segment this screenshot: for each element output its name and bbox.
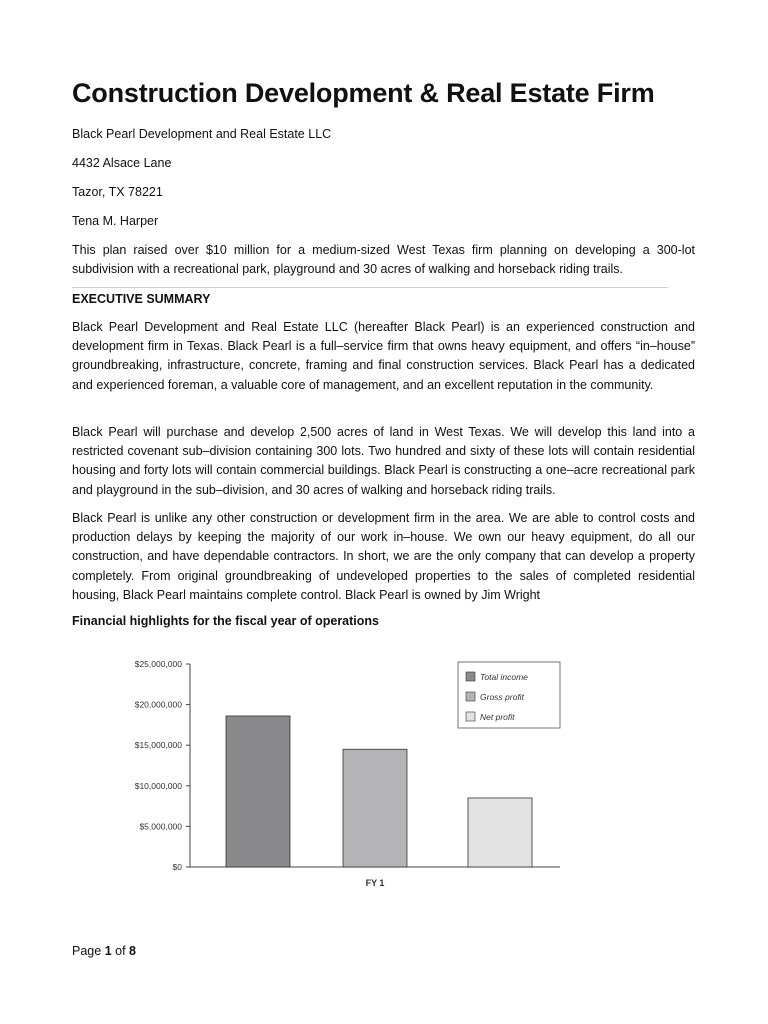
page-footer <box>72 944 136 958</box>
page-title: Construction Development & Real Estate Firm <box>72 78 655 108</box>
of-word: of <box>115 944 126 958</box>
address-line-2: Tazor, TX 78221 <box>72 185 163 199</box>
legend-swatch <box>466 712 475 721</box>
company-name: Black Pearl Development and Real Estate LLC <box>72 127 332 141</box>
financial-highlights-heading: Financial highlights for the fiscal year of operations <box>72 614 379 628</box>
bar-gross-profit <box>343 749 407 867</box>
y-tick-label: $5,000,000 <box>139 821 182 832</box>
y-tick-label: $20,000,000 <box>134 699 182 710</box>
financial-bar-chart <box>100 652 580 892</box>
legend-swatch <box>466 672 475 681</box>
summary-paragraph-1: Black Pearl Development and Real Estate LLC (hereafter Black Pearl) is an experienced construction and development firm in Texas. Black Pearl is a full–service firm that owns heavy equipment, and offers “in–house” groundbreaking, infrastructure, concrete, framing and final construction services. Black Pearl has a dedicated and experienced foreman, a valuable core of management, and an excellent reputation in the community. <box>72 320 695 392</box>
page-word: Page <box>72 944 102 958</box>
section-divider <box>72 287 668 288</box>
y-tick-label: $10,000,000 <box>134 780 182 791</box>
y-tick-label: $0 <box>172 862 182 872</box>
legend-label: Gross profit <box>480 692 524 702</box>
executive-summary-heading: EXECUTIVE SUMMARY <box>72 292 211 306</box>
legend-label: Total income <box>480 672 528 682</box>
bar-net-profit <box>468 798 532 867</box>
y-tick-label: $25,000,000 <box>134 659 182 669</box>
legend-swatch <box>466 692 475 701</box>
summary-paragraph-3: Black Pearl is unlike any other construction or development firm in the area. We are able to control costs and production delays by keeping the majority of our work in–house. We own our heavy equipment, do all our construction, and have dependable contractors. In short, we are the only company that can develop a property completely. From original groundbreaking of undeveloped properties to the sales of completed residential housing, Black Pearl maintains complete control. Black Pearl is owned by Jim Wright <box>72 511 695 602</box>
summary-paragraph-2: Black Pearl will purchase and develop 2,500 acres of land in West Texas. We will develop this land into a restricted covenant sub–division containing 300 lots. Two hundred and sixty of these lots will contain residential housing and forty lots will contain commercial buildings. Black Pearl is constructing a one–acre recreational park and playground in the sub–division, and 30 acres of walking and horseback riding trails. <box>72 425 695 497</box>
legend-label: Net profit <box>480 712 515 722</box>
contact-name: Tena M. Harper <box>72 214 159 228</box>
y-tick-label: $15,000,000 <box>134 740 182 751</box>
x-axis-label: FY 1 <box>365 878 385 888</box>
page-total: 8 <box>129 944 136 958</box>
address-line-1: 4432 Alsace Lane <box>72 156 172 170</box>
page-number: 1 <box>104 944 112 958</box>
intro-paragraph: This plan raised over $10 million for a medium-sized West Texas firm planning on developing a 300-lot subdivision with a recreational park, playground and 30 acres of walking and horseback riding trails. <box>72 243 695 277</box>
bar-total-income <box>226 716 290 867</box>
